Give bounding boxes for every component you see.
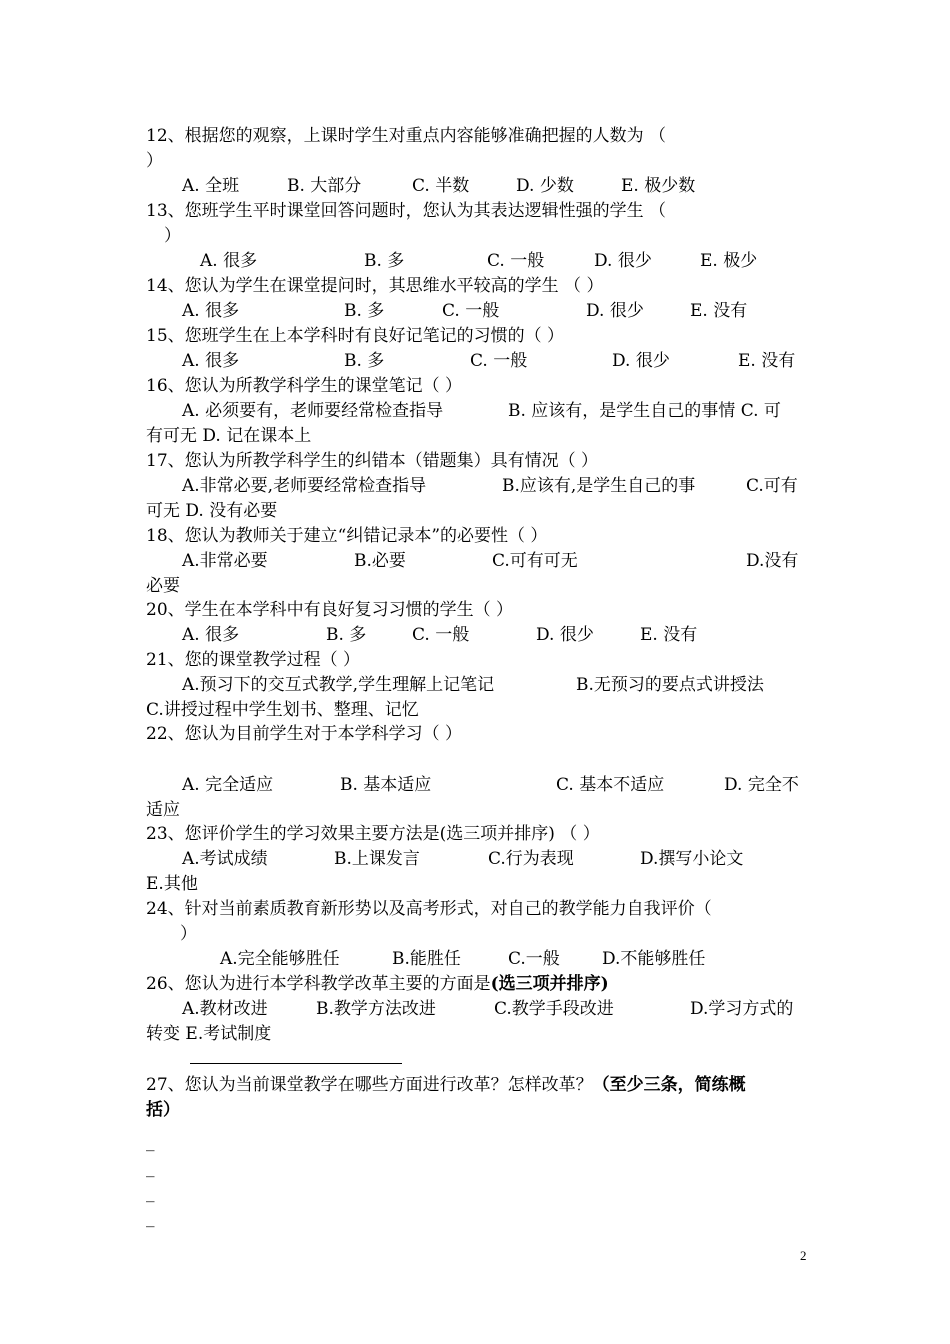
q12-option-c: C. 半数 bbox=[412, 176, 470, 196]
question-26-instruction: (选三项并排序) bbox=[490, 974, 609, 994]
question-24-text: 24、针对当前素质教育新形势以及高考形式，对自己的教学能力自我评价（ bbox=[146, 899, 712, 919]
q17-option-c: C.可有 bbox=[746, 476, 798, 496]
q26-option-a: A.教材改进 bbox=[182, 999, 268, 1019]
q14-option-d: D. 很少 bbox=[586, 301, 644, 321]
q22-option-d-cont: 适应 bbox=[146, 800, 180, 820]
q14-option-c: C. 一般 bbox=[442, 301, 500, 321]
q13-option-c: C. 一般 bbox=[487, 251, 545, 271]
question-16-text: 16、您认为所教学科学生的课堂笔记（ ） bbox=[146, 376, 463, 396]
q24-option-a: A.完全能够胜任 bbox=[220, 949, 340, 969]
answer-blank-1[interactable]: _ bbox=[146, 1132, 155, 1152]
q23-option-a: A.考试成绩 bbox=[182, 849, 268, 869]
question-20-text: 20、学生在本学科中有良好复习习惯的学生（ ） bbox=[146, 600, 514, 620]
question-27-prompt: 27、您认为当前课堂教学在哪些方面进行改革？怎样改革？ bbox=[146, 1075, 593, 1095]
question-12-bracket: ） bbox=[146, 151, 163, 171]
q23-option-d: D.撰写小论文 bbox=[640, 849, 744, 869]
q20-option-a: A. 很多 bbox=[182, 625, 240, 645]
q24-option-d: D.不能够胜任 bbox=[602, 949, 706, 969]
q18-option-b: B.必要 bbox=[354, 551, 406, 571]
question-26-text bbox=[146, 972, 609, 996]
q23-option-c: C.行为表现 bbox=[488, 849, 574, 869]
q22-option-b: B. 基本适应 bbox=[340, 775, 432, 795]
q26-option-c: C.教学手段改进 bbox=[494, 999, 614, 1019]
q14-option-e: E. 没有 bbox=[690, 301, 748, 321]
q14-option-b: B. 多 bbox=[344, 301, 385, 321]
q14-option-a: A. 很多 bbox=[182, 301, 240, 321]
q12-option-b: B. 大部分 bbox=[287, 176, 362, 196]
q21-option-a: A.预习下的交互式教学,学生理解上记笔记 bbox=[182, 675, 495, 695]
q15-option-b: B. 多 bbox=[344, 351, 385, 371]
q17-option-a: A.非常必要,老师要经常检查指导 bbox=[182, 476, 427, 496]
q20-option-d: D. 很少 bbox=[536, 625, 594, 645]
q20-option-e: E. 没有 bbox=[640, 625, 698, 645]
question-26-prompt: 26、您认为进行本学科教学改革主要的方面是 bbox=[146, 974, 491, 994]
question-27-instruction: （至少三条，简练概 bbox=[592, 1075, 746, 1095]
q21-option-b: B.无预习的要点式讲授法 bbox=[576, 675, 764, 695]
q16-option-b-c: B. 应该有，是学生自己的事情 C. 可 bbox=[508, 401, 781, 421]
q16-option-a: A. 必须要有，老师要经常检查指导 bbox=[182, 401, 444, 421]
q22-option-a: A. 完全适应 bbox=[182, 775, 274, 795]
q26-option-b: B.教学方法改进 bbox=[316, 999, 436, 1019]
q12-option-e: E. 极少数 bbox=[621, 176, 696, 196]
q18-option-a: A.非常必要 bbox=[182, 551, 268, 571]
q13-option-e: E. 极少 bbox=[700, 251, 758, 271]
question-12-text: 12、根据您的观察，上课时学生对重点内容能够准确把握的人数为 （ bbox=[146, 126, 667, 146]
q13-option-d: D. 很少 bbox=[594, 251, 652, 271]
q15-option-d: D. 很少 bbox=[612, 351, 670, 371]
page-number: 2 bbox=[800, 1248, 807, 1263]
q18-option-c: C.可有可无 bbox=[492, 551, 578, 571]
q18-option-d: D.没有 bbox=[746, 551, 799, 571]
q16-option-c-d: 有可无 D. 记在课本上 bbox=[146, 426, 312, 446]
q18-option-d-cont: 必要 bbox=[146, 576, 180, 596]
answer-underline[interactable] bbox=[190, 1063, 402, 1064]
q17-option-c-d: 可无 D. 没有必要 bbox=[146, 501, 278, 521]
question-18-text: 18、您认为教师关于建立“纠错记录本”的必要性（ ） bbox=[146, 526, 548, 546]
question-27-instruction-cont: 括） bbox=[146, 1100, 180, 1120]
q15-option-a: A. 很多 bbox=[182, 351, 240, 371]
q20-option-b: B. 多 bbox=[326, 625, 367, 645]
q15-option-e: E. 没有 bbox=[738, 351, 796, 371]
answer-blank-3[interactable]: _ bbox=[146, 1183, 155, 1203]
q13-option-b: B. 多 bbox=[364, 251, 405, 271]
q17-option-b: B.应该有,是学生自己的事 bbox=[502, 476, 696, 496]
question-24-bracket: ） bbox=[180, 924, 197, 944]
q21-option-c: C.讲授过程中学生划书、整理、记忆 bbox=[146, 700, 419, 720]
question-14-text: 14、您认为学生在课堂提问时，其思维水平较高的学生 （ ） bbox=[146, 276, 604, 296]
question-15-text: 15、您班学生在上本学科时有良好记笔记的习惯的（ ） bbox=[146, 326, 565, 346]
q13-option-a: A. 很多 bbox=[200, 251, 258, 271]
q20-option-c: C. 一般 bbox=[412, 625, 470, 645]
q24-option-c: C.一般 bbox=[508, 949, 560, 969]
question-21-text: 21、您的课堂教学过程（ ） bbox=[146, 650, 361, 670]
q23-option-e: E.其他 bbox=[146, 874, 198, 894]
question-13-bracket: ） bbox=[164, 226, 181, 246]
question-22-text: 22、您认为目前学生对于本学科学习（ ） bbox=[146, 724, 463, 744]
question-23-text: 23、您评价学生的学习效果主要方法是(选三项并排序) （ ） bbox=[146, 824, 600, 844]
q12-option-d: D. 少数 bbox=[516, 176, 574, 196]
q22-option-c: C. 基本不适应 bbox=[556, 775, 665, 795]
q15-option-c: C. 一般 bbox=[470, 351, 528, 371]
answer-blank-2[interactable]: _ bbox=[146, 1158, 155, 1178]
q12-option-a: A. 全班 bbox=[182, 176, 240, 196]
q26-option-d: D.学习方式的 bbox=[690, 999, 794, 1019]
q26-option-d-e: 转变 E.考试制度 bbox=[146, 1024, 272, 1044]
q23-option-b: B.上课发言 bbox=[334, 849, 420, 869]
q24-option-b: B.能胜任 bbox=[392, 949, 461, 969]
question-13-text: 13、您班学生平时课堂回答问题时，您认为其表达逻辑性强的学生 （ bbox=[146, 201, 667, 221]
answer-blank-4[interactable]: _ bbox=[146, 1208, 155, 1228]
question-27-text bbox=[146, 1073, 746, 1097]
question-17-text: 17、您认为所教学科学生的纠错本（错题集）具有情况（ ） bbox=[146, 451, 599, 471]
q22-option-d: D. 完全不 bbox=[724, 775, 799, 795]
